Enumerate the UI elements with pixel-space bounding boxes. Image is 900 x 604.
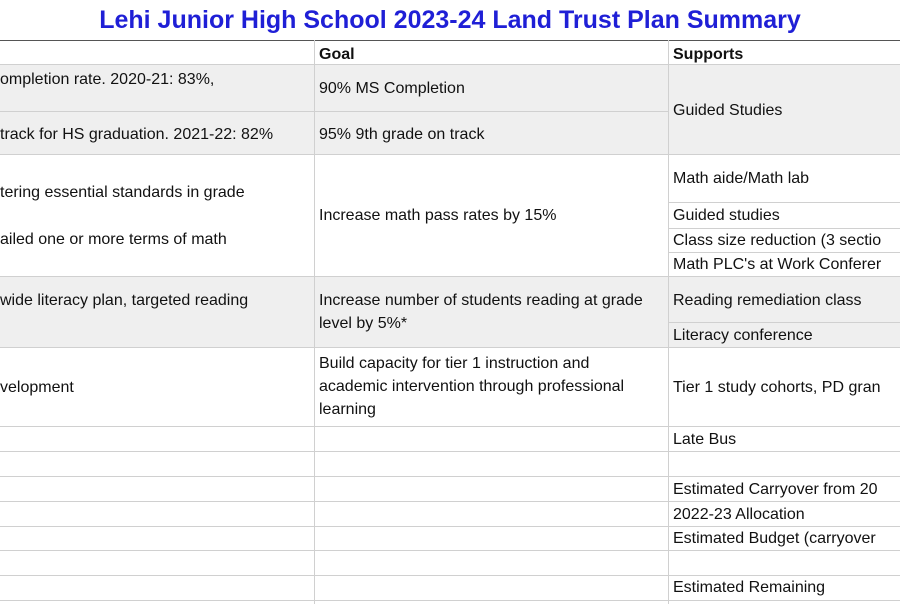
col-a-cell[interactable]: wide literacy plan, targeted reading	[0, 292, 249, 309]
goal-cell[interactable]: Increase number of students reading at grade level by 5%*	[319, 292, 643, 332]
col-a-cell[interactable]: track for HS graduation. 2021-22: 82%	[0, 126, 274, 143]
header-supports: Supports	[673, 46, 744, 63]
support-cell[interactable]: Math PLC's at Work Conferer	[673, 256, 882, 273]
support-cell[interactable]: Guided studies	[673, 207, 780, 224]
support-cell[interactable]: Estimated Remaining	[673, 579, 826, 596]
support-cell[interactable]: 2022-23 Allocation	[673, 506, 805, 523]
support-cell[interactable]: Estimated Budget (carryover	[673, 530, 876, 547]
col-a-cell[interactable]: velopment	[0, 379, 74, 396]
col-a-cell[interactable]: ompletion rate. 2020-21: 83%,	[0, 71, 215, 88]
support-cell[interactable]: Estimated Carryover from 20	[673, 481, 878, 498]
support-cell[interactable]: Guided Studies	[673, 102, 783, 119]
col-a-cell[interactable]: ailed one or more terms of math	[0, 231, 227, 248]
support-cell[interactable]: Class size reduction (3 sectio	[673, 232, 882, 249]
support-cell[interactable]: Literacy conference	[673, 327, 813, 344]
goal-cell[interactable]: 95% 9th grade on track	[319, 126, 485, 143]
col-a-cell[interactable]: tering essential standards in grade	[0, 184, 245, 201]
goal-cell[interactable]: 90% MS Completion	[319, 80, 465, 97]
support-cell[interactable]: Reading remediation class	[673, 292, 862, 309]
support-cell[interactable]: Math aide/Math lab	[673, 170, 810, 187]
goal-cell[interactable]: Increase math pass rates by 15%	[319, 207, 557, 224]
support-cell[interactable]: Tier 1 study cohorts, PD gran	[673, 379, 881, 396]
support-cell[interactable]: Late Bus	[673, 431, 737, 448]
sheet-title: Lehi Junior High School 2023-24 Land Trust Plan Summary	[99, 6, 801, 34]
goal-cell[interactable]: Build capacity for tier 1 instruction and academic intervention through professional learning	[319, 355, 625, 418]
header-goal: Goal	[319, 46, 355, 63]
